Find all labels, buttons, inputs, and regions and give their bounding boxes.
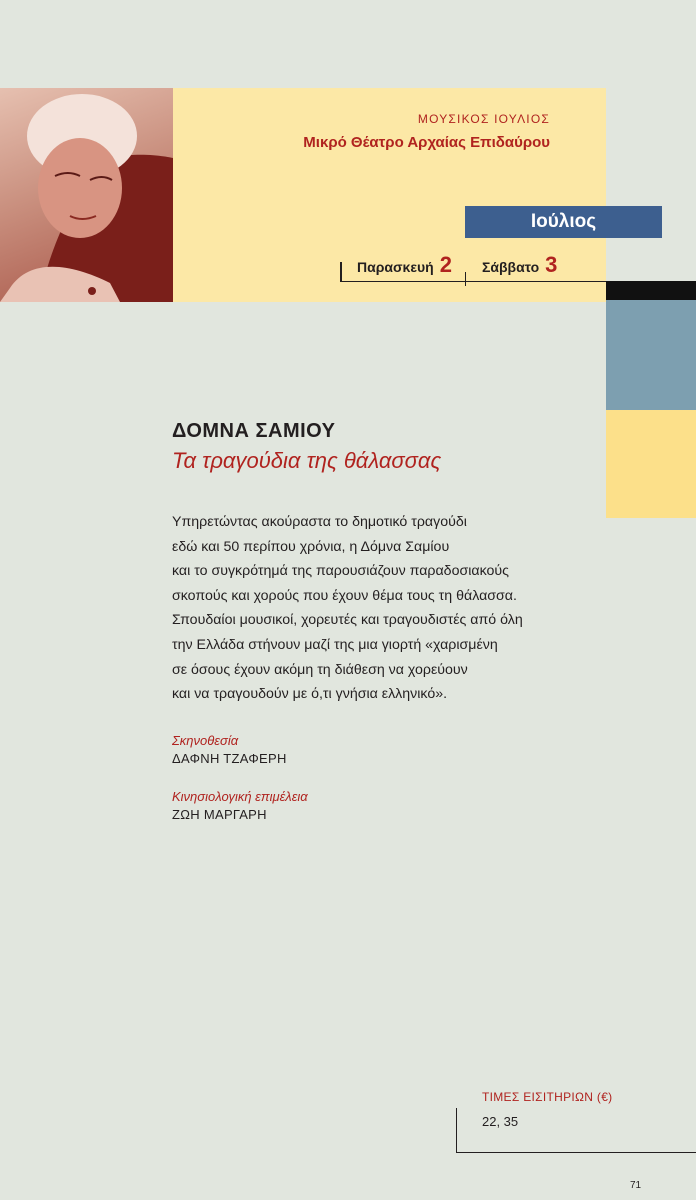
description-line: την Ελλάδα στήνουν μαζί της μια γιορτή «χαρισμένη <box>172 636 498 653</box>
page-number: 71 <box>630 1180 642 1191</box>
price-divider-horizontal <box>456 1152 696 1153</box>
event-description <box>172 510 572 707</box>
performer-name: ΔΟΜΝΑ ΣΑΜΙΟΥ <box>172 420 336 442</box>
portrait-illustration <box>0 88 173 302</box>
description-line: σκοπούς και χορούς που έχουν θέμα τους τη θάλασσα. <box>172 587 517 604</box>
date-divider-mid <box>465 272 466 286</box>
description-line: και το συγκρότημά της παρουσιάζουν παραδοσιακούς <box>172 563 509 580</box>
date-divider-start <box>340 262 342 282</box>
date-underline <box>340 281 606 282</box>
description-line: και να τραγουδούν με ό,τι γνήσια ελληνικό». <box>172 686 448 703</box>
description-line: Υπηρετώντας ακούραστα το δημοτικό τραγούδι <box>172 514 467 530</box>
date-number: 3 <box>545 252 558 277</box>
venue-name: Μικρό Θέατρο Αρχαίας Επιδαύρου <box>303 134 550 151</box>
month-label: Ιούλιος <box>530 211 597 232</box>
decorative-black-bar <box>606 281 696 300</box>
festival-name: ΜΟΥΣΙΚΟΣ ΙΟΥΛΙΟΣ <box>417 112 550 126</box>
decorative-yellow-block <box>606 410 696 518</box>
month-tab <box>465 206 662 238</box>
date-item <box>482 252 557 278</box>
description-line: εδώ και 50 περίπου χρόνια, η Δόμνα Σαμίου <box>172 538 450 555</box>
date-number: 2 <box>439 252 452 277</box>
date-item <box>357 252 452 278</box>
price-divider-vertical <box>456 1108 457 1152</box>
portrait-photo <box>0 88 173 302</box>
description-line: σε όσους έχουν ακόμη τη διάθεση να χορεύουν <box>172 661 468 678</box>
ticket-prices-label: ΤΙΜΕΣ ΕΙΣΙΤΗΡΙΩΝ (€) <box>482 1090 613 1104</box>
date-day: Σάββατο <box>482 259 540 275</box>
description-line: Σπουδαίοι μουσικοί, χορευτές και τραγουδιστές από όλη <box>172 612 523 629</box>
decorative-blue-block <box>606 300 696 410</box>
credit-role-movement: Κινησιολογική επιμέλεια <box>172 789 308 804</box>
ticket-prices: 22, 35 <box>482 1114 519 1129</box>
credit-role-direction: Σκηνοθεσία <box>172 733 239 748</box>
credit-name-movement: ΖΩΗ ΜΑΡΓΑΡΗ <box>172 807 267 822</box>
credit-name-direction: ΔΑΦΝΗ ΤΖΑΦΕΡΗ <box>172 751 287 766</box>
date-day: Παρασκευή <box>357 259 434 275</box>
show-title: Τα τραγούδια της θάλασσας <box>172 448 442 473</box>
